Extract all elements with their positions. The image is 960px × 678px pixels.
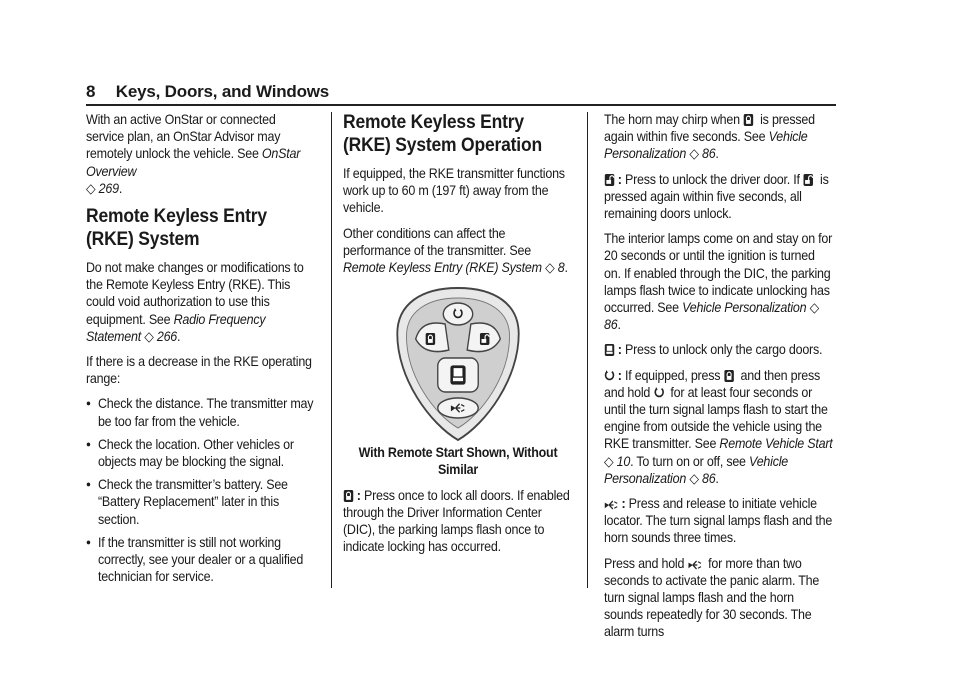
onstar-paragraph: With an active OnStar or connected service plan, an OnStar Advisor may remotely unlock the vehicle. See OnStar Overview ◇ 269. [86,112,301,196]
panic-alarm-description: Press and hold for more than two seconds to activate the panic alarm. The turn signal lamps flash and the horn sounds repeatedly for 30 seconds. The alarm turns [604,555,820,640]
remote-start-button [443,303,472,325]
cargo-description: : Press to unlock only the cargo doors. [604,341,834,358]
unlock-icon [480,333,489,345]
header-rule [86,104,836,106]
horn-icon [687,559,702,571]
remote-vehicle-start-page-link[interactable]: 10 [616,453,631,469]
column-divider-1 [331,112,332,588]
lock-description: : Press once to lock all doors. If enabled through the Driver Information Center (DIC), the parking lamps flash once to indicate locking has occurred. [343,487,570,555]
vehicle-personalization-page-link[interactable]: 86 [604,317,618,333]
start-icon [604,369,615,383]
rke-system-page-link[interactable]: 8 [557,260,565,276]
page-header [86,82,329,102]
range-checklist [86,395,314,585]
lock-icon [743,113,754,127]
column-3 [604,111,834,649]
list-item: ● If the transmitter is still not working correctly, see your dealer or a qualified technician for service. [86,534,314,586]
column-1 [86,111,314,591]
horn-chirp-paragraph: The horn may chirp when is pressed again within five seconds. See Vehicle Personalization ◇ 86. [604,112,815,162]
column-divider-2 [587,112,588,588]
radio-frequency-link[interactable]: Radio Frequency Statement [86,311,266,344]
unlock-description: : Press to unlock the driver door. If is pressed again within five seconds, all remaining doors unlock. [604,171,829,222]
rke-operation-title: Remote Keyless Entry (RKE) System Operation [343,112,542,156]
vehicle-personalization-page-link[interactable]: 86 [701,470,716,486]
chapter-title: Keys, Doors, and Windows [115,82,330,101]
radio-frequency-page-link[interactable]: 266 [156,328,178,344]
onstar-overview-link[interactable]: OnStar Overview [86,146,301,179]
conditions-paragraph: Other conditions can affect the performance of the transmitter. See Remote Keyless Entry (RKE) System ◇ 8. [343,225,568,276]
unlock-icon [604,173,615,187]
cargo-icon [450,366,465,385]
modification-warning: Do not make changes or modifications to the Remote Keyless Entry (RKE). This could void authorization to use this equipment. See Radio Frequency Statement ◇ 266. [86,260,304,344]
horn-icon [604,499,619,511]
key-fob-illustration [394,284,523,444]
unlock-icon [803,173,814,187]
lock-icon [343,489,354,503]
list-item: ● Check the transmitter’s battery. See “Battery Replacement” later in this section. [86,476,314,528]
vehicle-locator-description: : Press and release to initiate vehicle locator. The turn signal lamps flash and the horn sounds three times. [604,496,833,546]
list-item: ● Check the distance. The transmitter may be too far from the vehicle. [86,395,314,429]
onstar-page-link[interactable]: 269 [98,180,119,196]
range-intro: If there is a decrease in the RKE operating range: [86,354,312,387]
remote-vehicle-start-link[interactable]: Remote Vehicle Start [719,436,833,452]
column-2 [343,111,573,563]
cargo-icon [604,343,615,357]
vehicle-personalization-link[interactable]: Vehicle Personalization [682,300,807,316]
range-paragraph: If equipped, the RKE transmitter functions work up to 60 m (197 ft) away from the vehicle. [343,166,565,216]
remote-start-description: : If equipped, press and then press and hold for at least four seconds or until the turn signal lamps flash to start the engine from outside the vehicle using the RKE transmitter. See Remote Vehicle Start ◇ 10. To turn on or off, see Vehicle Personalization ◇ 86. [604,367,833,486]
list-item: ● Check the location. Other vehicles or objects may be blocking the signal. [86,436,314,470]
lock-icon [426,333,435,345]
interior-lamps-paragraph: The interior lamps come on and stay on for 20 seconds or until the ignition is turned on. If enabled through the DIC, the parking lamps flash twice to indicate unlocking has occurred. See Vehicle Personalization ◇ 86. [604,231,833,333]
rke-system-link[interactable]: Remote Keyless Entry (RKE) System [343,260,542,276]
lock-icon [724,369,735,383]
page-number: 8 [86,82,96,101]
vehicle-personalization-link[interactable]: Vehicle Personalization [604,129,808,162]
rke-section-title: Remote Keyless Entry (RKE) System [86,206,267,251]
vehicle-personalization-link[interactable]: Vehicle Personalization [604,453,788,486]
fob-caption: With Remote Start Shown, Without Similar [358,445,558,478]
vehicle-personalization-page-link[interactable]: 86 [701,146,716,162]
start-icon [653,386,664,400]
